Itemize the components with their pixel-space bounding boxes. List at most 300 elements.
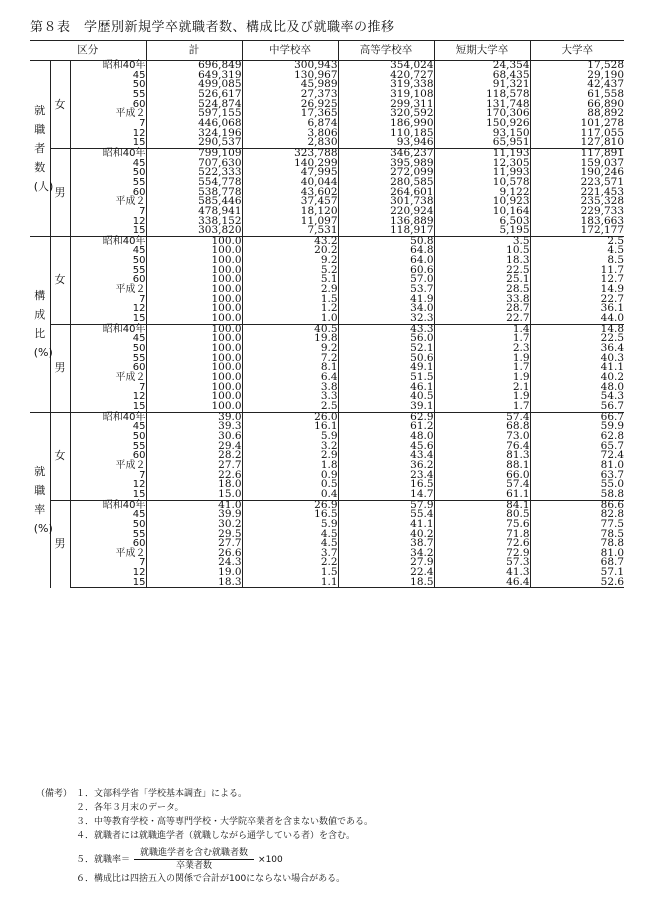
value-cell: 100.0 xyxy=(146,383,242,393)
value-cell: 4.5 xyxy=(530,246,624,256)
value-cell: 41.3 xyxy=(434,568,530,578)
value-cell: 88.1 xyxy=(434,461,530,471)
value-cell: 36.4 xyxy=(530,344,624,354)
value-cell: 303,820 xyxy=(146,226,242,236)
value-cell: 45,989 xyxy=(242,80,338,90)
value-cell: 5.1 xyxy=(242,275,338,285)
value-cell: 136,889 xyxy=(338,217,434,227)
value-cell: 15.0 xyxy=(146,490,242,500)
value-cell: 52.1 xyxy=(338,344,434,354)
value-cell: 17,365 xyxy=(242,109,338,119)
value-cell: 22.7 xyxy=(530,295,624,305)
value-cell: 76.4 xyxy=(434,442,530,452)
value-cell: 54.3 xyxy=(530,392,624,402)
value-cell: 32.3 xyxy=(338,314,434,324)
year-cell: 15 xyxy=(132,488,146,500)
year-cell: 50 xyxy=(132,343,146,355)
value-cell: 100.0 xyxy=(146,256,242,266)
value-cell: 1.9 xyxy=(434,373,530,383)
year-cell: 15 xyxy=(132,137,146,149)
value-cell: 0.5 xyxy=(242,480,338,490)
value-cell: 3,806 xyxy=(242,129,338,139)
value-cell: 40.2 xyxy=(338,530,434,540)
year-cell: 60 xyxy=(132,450,146,462)
value-cell: 12,305 xyxy=(434,159,530,169)
year-cell: 昭和40年 xyxy=(70,61,146,71)
value-cell: 57.4 xyxy=(434,480,530,490)
value-cell: 100.0 xyxy=(146,304,242,314)
value-cell: 16.5 xyxy=(242,510,338,520)
value-cell: 10.5 xyxy=(434,246,530,256)
section-label-text: 就職者数(人) xyxy=(33,103,54,193)
value-cell: 60.6 xyxy=(338,266,434,276)
value-cell: 2,830 xyxy=(242,138,338,148)
value-cell: 22.4 xyxy=(338,568,434,578)
value-cell: 65.7 xyxy=(530,442,624,452)
value-cell: 28.5 xyxy=(434,285,530,295)
sex-label: 男 xyxy=(50,324,70,412)
value-cell: 57.9 xyxy=(338,500,434,510)
value-cell: 229,733 xyxy=(530,207,624,217)
value-cell: 354,024 xyxy=(338,61,434,71)
value-cell: 1.9 xyxy=(434,354,530,364)
year-cell: 60 xyxy=(132,538,146,550)
sex-label: 女 xyxy=(50,412,70,500)
sex-label: 男 xyxy=(50,500,70,588)
value-cell: 2.9 xyxy=(242,285,338,295)
value-cell: 3.2 xyxy=(242,442,338,452)
value-cell: 78.5 xyxy=(530,530,624,540)
value-cell: 39.3 xyxy=(146,422,242,432)
value-cell: 2.1 xyxy=(434,383,530,393)
value-cell: 16.1 xyxy=(242,422,338,432)
section-label xyxy=(30,61,54,237)
header-university: 大学卒 xyxy=(530,41,624,61)
value-cell: 117,891 xyxy=(530,148,624,158)
value-cell: 43.2 xyxy=(242,236,338,246)
value-cell: 338,152 xyxy=(146,217,242,227)
year-cell: 60 xyxy=(132,98,146,110)
value-cell: 100.0 xyxy=(146,285,242,295)
value-cell: 100.0 xyxy=(146,295,242,305)
value-cell: 100.0 xyxy=(146,373,242,383)
value-cell: 101,278 xyxy=(530,119,624,129)
value-cell: 1.7 xyxy=(434,363,530,373)
value-cell: 39.9 xyxy=(146,510,242,520)
value-cell: 40.2 xyxy=(530,373,624,383)
value-cell: 59.9 xyxy=(530,422,624,432)
value-cell: 34.2 xyxy=(338,549,434,559)
value-cell: 93,150 xyxy=(434,129,530,139)
value-cell: 8.1 xyxy=(242,363,338,373)
value-cell: 16.5 xyxy=(338,480,434,490)
note-item: １．文部科学省「学校基本調査」による。 xyxy=(76,789,248,799)
value-cell: 64.0 xyxy=(338,256,434,266)
value-cell: 100.0 xyxy=(146,402,242,412)
value-cell: 77.5 xyxy=(530,520,624,530)
value-cell: 27.9 xyxy=(338,558,434,568)
formula-fraction xyxy=(134,847,254,872)
value-cell: 323,788 xyxy=(242,148,338,158)
value-cell: 538,778 xyxy=(146,188,242,198)
value-cell: 100.0 xyxy=(146,344,242,354)
year-cell: 昭和40年 xyxy=(70,412,146,422)
value-cell: 220,924 xyxy=(338,207,434,217)
value-cell: 18.0 xyxy=(146,480,242,490)
year-cell: 7 xyxy=(139,381,146,393)
value-cell: 57.0 xyxy=(338,275,434,285)
value-cell: 10,164 xyxy=(434,207,530,217)
value-cell: 100.0 xyxy=(146,363,242,373)
year-cell: 50 xyxy=(132,518,146,530)
value-cell: 57.1 xyxy=(530,568,624,578)
value-cell: 43,602 xyxy=(242,188,338,198)
value-cell: 68.7 xyxy=(530,558,624,568)
value-cell: 57.3 xyxy=(434,558,530,568)
value-cell: 324,196 xyxy=(146,129,242,139)
value-cell: 585,446 xyxy=(146,197,242,207)
value-cell: 22.5 xyxy=(434,266,530,276)
value-cell: 65,951 xyxy=(434,138,530,148)
value-cell: 41.1 xyxy=(338,520,434,530)
value-cell: 9.2 xyxy=(242,344,338,354)
value-cell: 66,890 xyxy=(530,100,624,110)
value-cell: 100.0 xyxy=(146,314,242,324)
value-cell: 55.0 xyxy=(530,480,624,490)
value-cell: 18,120 xyxy=(242,207,338,217)
year-cell: 15 xyxy=(132,225,146,237)
value-cell: 68,435 xyxy=(434,71,530,81)
notes xyxy=(36,787,373,886)
value-cell: 29,190 xyxy=(530,71,624,81)
year-cell: 7 xyxy=(139,469,146,481)
value-cell: 86.6 xyxy=(530,500,624,510)
value-cell: 7.2 xyxy=(242,354,338,364)
value-cell: 9,122 xyxy=(434,188,530,198)
value-cell: 61.2 xyxy=(338,422,434,432)
value-cell: 84.1 xyxy=(434,500,530,510)
value-cell: 3.8 xyxy=(242,383,338,393)
value-cell: 22.5 xyxy=(530,334,624,344)
value-cell: 320,592 xyxy=(338,109,434,119)
value-cell: 39.0 xyxy=(146,412,242,422)
year-cell: 55 xyxy=(132,440,146,452)
value-cell: 395,989 xyxy=(338,159,434,169)
year-cell: 50 xyxy=(132,430,146,442)
formula-prefix: ５．就職率＝ xyxy=(76,855,131,865)
year-cell: 12 xyxy=(132,479,146,491)
value-cell: 46.1 xyxy=(338,383,434,393)
value-cell: 117,055 xyxy=(530,129,624,139)
value-cell: 110,185 xyxy=(338,129,434,139)
value-cell: 1.8 xyxy=(242,461,338,471)
value-cell: 14.7 xyxy=(338,490,434,500)
value-cell: 526,617 xyxy=(146,90,242,100)
value-cell: 319,108 xyxy=(338,90,434,100)
value-cell: 8.5 xyxy=(530,256,624,266)
note-item: ４．就職者には就職進学者（就職しながら通学している者）を含む。 xyxy=(76,831,356,841)
value-cell: 6,874 xyxy=(242,119,338,129)
note-item: ２．各年３月末のデータ。 xyxy=(76,803,184,813)
value-cell: 11.7 xyxy=(530,266,624,276)
value-cell: 170,306 xyxy=(434,109,530,119)
section-label-text: 構成比(%) xyxy=(33,289,53,360)
value-cell: 10,578 xyxy=(434,178,530,188)
year-cell: 45 xyxy=(132,421,146,433)
year-cell: 7 xyxy=(139,557,146,569)
value-cell: 78.8 xyxy=(530,539,624,549)
value-cell: 57.4 xyxy=(434,412,530,422)
value-cell: 41.0 xyxy=(146,500,242,510)
value-cell: 93,946 xyxy=(338,138,434,148)
value-cell: 100.0 xyxy=(146,392,242,402)
value-cell: 150,926 xyxy=(434,119,530,129)
value-cell: 4.5 xyxy=(242,530,338,540)
table-title: 第８表 学歴別新規学卒就職者数、構成比及び就職率の推移 xyxy=(30,20,395,35)
value-cell: 68.8 xyxy=(434,422,530,432)
year-cell: 平成２ xyxy=(115,547,146,559)
value-cell: 2.9 xyxy=(242,451,338,461)
value-cell: 91,321 xyxy=(434,80,530,90)
value-cell: 42,437 xyxy=(530,80,624,90)
value-cell: 159,037 xyxy=(530,159,624,169)
value-cell: 299,311 xyxy=(338,100,434,110)
value-cell: 100.0 xyxy=(146,275,242,285)
value-cell: 88,892 xyxy=(530,109,624,119)
value-cell: 71.8 xyxy=(434,530,530,540)
value-cell: 1.4 xyxy=(434,324,530,334)
value-cell: 118,578 xyxy=(434,90,530,100)
year-cell: 50 xyxy=(132,167,146,179)
value-cell: 47,995 xyxy=(242,168,338,178)
value-cell: 38.7 xyxy=(338,539,434,549)
value-cell: 696,849 xyxy=(146,61,242,71)
value-cell: 36.1 xyxy=(530,304,624,314)
value-cell: 61,558 xyxy=(530,90,624,100)
value-cell: 11,993 xyxy=(434,168,530,178)
value-cell: 3.3 xyxy=(242,392,338,402)
value-cell: 11,097 xyxy=(242,217,338,227)
year-cell: 45 xyxy=(132,509,146,521)
value-cell: 72.9 xyxy=(434,549,530,559)
value-cell: 40.5 xyxy=(338,392,434,402)
year-cell: 12 xyxy=(132,127,146,139)
value-cell: 5.9 xyxy=(242,432,338,442)
value-cell: 36.2 xyxy=(338,461,434,471)
value-cell: 26.9 xyxy=(242,500,338,510)
value-cell: 17,528 xyxy=(530,61,624,71)
value-cell: 127,810 xyxy=(530,138,624,148)
year-cell: 12 xyxy=(132,303,146,315)
year-cell: 55 xyxy=(132,88,146,100)
header-high-school: 高等学校卒 xyxy=(338,41,434,61)
value-cell: 301,738 xyxy=(338,197,434,207)
value-cell: 100.0 xyxy=(146,324,242,334)
value-cell: 524,874 xyxy=(146,100,242,110)
value-cell: 1.5 xyxy=(242,295,338,305)
value-cell: 100.0 xyxy=(146,354,242,364)
value-cell: 499,085 xyxy=(146,80,242,90)
value-cell: 1.5 xyxy=(242,568,338,578)
value-cell: 44.0 xyxy=(530,314,624,324)
section-label xyxy=(30,236,53,412)
year-cell: 平成２ xyxy=(115,196,146,208)
year-cell: 45 xyxy=(132,157,146,169)
year-cell: 平成２ xyxy=(115,108,146,120)
value-cell: 5,195 xyxy=(434,226,530,236)
value-cell: 24.3 xyxy=(146,558,242,568)
value-cell: 72.6 xyxy=(434,539,530,549)
year-cell: 12 xyxy=(132,215,146,227)
value-cell: 48.0 xyxy=(530,383,624,393)
value-cell: 73.0 xyxy=(434,432,530,442)
value-cell: 49.1 xyxy=(338,363,434,373)
value-cell: 649,319 xyxy=(146,71,242,81)
year-cell: 45 xyxy=(132,245,146,257)
value-cell: 172,177 xyxy=(530,226,624,236)
table-body xyxy=(30,61,624,588)
year-cell: 45 xyxy=(132,69,146,81)
value-cell: 554,778 xyxy=(146,178,242,188)
value-cell: 81.0 xyxy=(530,461,624,471)
value-cell: 64.8 xyxy=(338,246,434,256)
value-cell: 130,967 xyxy=(242,71,338,81)
value-cell: 6.4 xyxy=(242,373,338,383)
year-cell: 昭和40年 xyxy=(70,148,146,158)
value-cell: 223,571 xyxy=(530,178,624,188)
value-cell: 27.7 xyxy=(146,461,242,471)
value-cell: 131,748 xyxy=(434,100,530,110)
value-cell: 0.9 xyxy=(242,471,338,481)
value-cell: 18.3 xyxy=(434,256,530,266)
notes-label: （備考） xyxy=(36,789,73,799)
value-cell: 272,099 xyxy=(338,168,434,178)
year-cell: 7 xyxy=(139,117,146,129)
value-cell: 81.3 xyxy=(434,451,530,461)
value-cell: 1.7 xyxy=(434,334,530,344)
note-item: ３．中等教育学校・高等専門学校・大学院卒業者を含まない数値である。 xyxy=(76,817,374,827)
value-cell: 1.2 xyxy=(242,304,338,314)
value-cell: 52.6 xyxy=(530,578,624,588)
value-cell: 26.6 xyxy=(146,549,242,559)
value-cell: 11,193 xyxy=(434,148,530,158)
value-cell: 43.3 xyxy=(338,324,434,334)
value-cell: 799,109 xyxy=(146,148,242,158)
sex-label: 女 xyxy=(50,61,70,149)
value-cell: 100.0 xyxy=(146,266,242,276)
year-cell: 昭和40年 xyxy=(70,500,146,510)
value-cell: 221,453 xyxy=(530,188,624,198)
value-cell: 14.8 xyxy=(530,324,624,334)
value-cell: 5.9 xyxy=(242,520,338,530)
value-cell: 100.0 xyxy=(146,246,242,256)
formula-suffix: ×100 xyxy=(258,855,283,865)
value-cell: 30.2 xyxy=(146,520,242,530)
value-cell: 478,941 xyxy=(146,207,242,217)
value-cell: 597,155 xyxy=(146,109,242,119)
year-cell: 7 xyxy=(139,293,146,305)
value-cell: 41.1 xyxy=(530,363,624,373)
year-cell: 15 xyxy=(132,313,146,325)
value-cell: 446,068 xyxy=(146,119,242,129)
value-cell: 7,531 xyxy=(242,226,338,236)
value-cell: 2.5 xyxy=(242,402,338,412)
value-cell: 22.6 xyxy=(146,471,242,481)
value-cell: 61.1 xyxy=(434,490,530,500)
value-cell: 30.6 xyxy=(146,432,242,442)
value-cell: 46.4 xyxy=(434,578,530,588)
value-cell: 23.4 xyxy=(338,471,434,481)
value-cell: 9.2 xyxy=(242,256,338,266)
value-cell: 51.5 xyxy=(338,373,434,383)
value-cell: 20.2 xyxy=(242,246,338,256)
year-cell: 60 xyxy=(132,186,146,198)
value-cell: 82.8 xyxy=(530,510,624,520)
value-cell: 10,923 xyxy=(434,197,530,207)
value-cell: 22.7 xyxy=(434,314,530,324)
value-cell: 235,328 xyxy=(530,197,624,207)
section-label-text: 就職率(%) xyxy=(33,465,53,536)
value-cell: 4.5 xyxy=(242,539,338,549)
value-cell: 6,503 xyxy=(434,217,530,227)
value-cell: 56.0 xyxy=(338,334,434,344)
year-cell: 55 xyxy=(132,352,146,364)
header-row xyxy=(30,41,624,61)
value-cell: 56.7 xyxy=(530,402,624,412)
value-cell: 62.8 xyxy=(530,432,624,442)
value-cell: 2.2 xyxy=(242,558,338,568)
year-cell: 12 xyxy=(132,567,146,579)
value-cell: 19.0 xyxy=(146,568,242,578)
year-cell: 55 xyxy=(132,528,146,540)
value-cell: 18.3 xyxy=(146,578,242,588)
header-category: 区分 xyxy=(30,41,146,61)
value-cell: 2.3 xyxy=(434,344,530,354)
value-cell: 183,663 xyxy=(530,217,624,227)
value-cell: 14.9 xyxy=(530,285,624,295)
value-cell: 27.7 xyxy=(146,539,242,549)
value-cell: 27,373 xyxy=(242,90,338,100)
formula-numerator: 就職進学者を含む就職者数 xyxy=(134,847,254,860)
year-cell: 平成２ xyxy=(115,284,146,296)
year-cell: 15 xyxy=(132,400,146,412)
value-cell: 346,237 xyxy=(338,148,434,158)
year-cell: 55 xyxy=(132,264,146,276)
year-cell: 平成２ xyxy=(115,459,146,471)
year-cell: 60 xyxy=(132,362,146,374)
year-cell: 昭和40年 xyxy=(70,236,146,246)
value-cell: 26.0 xyxy=(242,412,338,422)
value-cell: 190,246 xyxy=(530,168,624,178)
value-cell: 12.7 xyxy=(530,275,624,285)
value-cell: 19.8 xyxy=(242,334,338,344)
value-cell: 45.6 xyxy=(338,442,434,452)
value-cell: 29.4 xyxy=(146,442,242,452)
value-cell: 1.7 xyxy=(434,402,530,412)
employment-table xyxy=(30,40,624,588)
value-cell: 75.6 xyxy=(434,520,530,530)
year-cell: 15 xyxy=(70,578,146,588)
value-cell: 43.4 xyxy=(338,451,434,461)
value-cell: 100.0 xyxy=(146,334,242,344)
year-cell: 60 xyxy=(132,274,146,286)
year-cell: 50 xyxy=(132,255,146,267)
value-cell: 100.0 xyxy=(146,236,242,246)
value-cell: 37,457 xyxy=(242,197,338,207)
header-junior-high: 中学校卒 xyxy=(242,41,338,61)
value-cell: 48.0 xyxy=(338,432,434,442)
value-cell: 81.0 xyxy=(530,549,624,559)
